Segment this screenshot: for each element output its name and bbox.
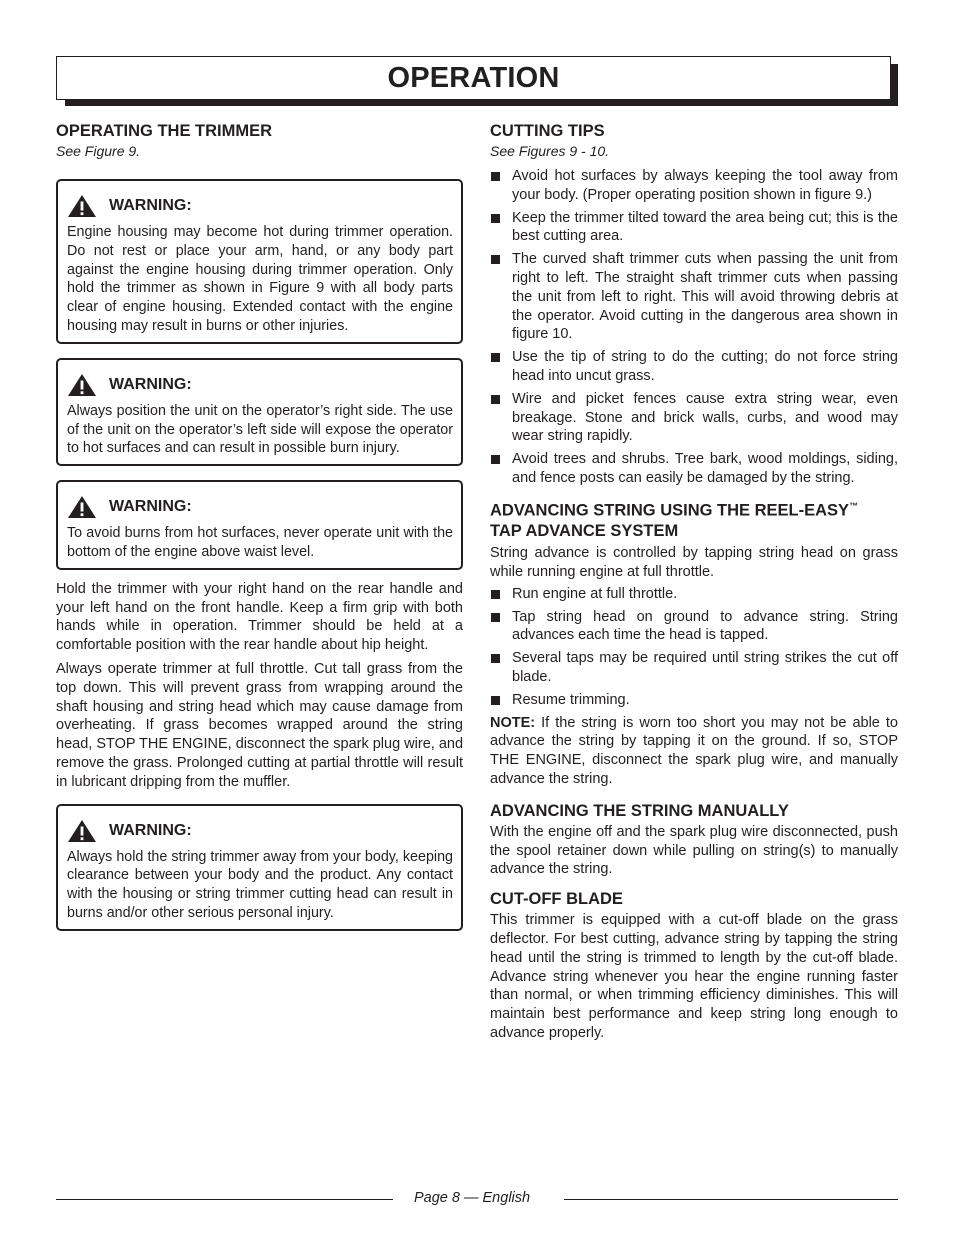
advance-steps-list bbox=[490, 585, 898, 710]
heading-line: ADVANCING STRING USING THE REEL-EASY bbox=[490, 501, 850, 520]
list-item: Resume trimming. bbox=[490, 691, 898, 710]
figure-reference: See Figures 9 - 10. bbox=[490, 143, 610, 159]
list-item: Several taps may be required until string strikes the cut off blade. bbox=[490, 649, 898, 687]
warning-header bbox=[67, 373, 453, 397]
list-item: Use the tip of string to do the cutting; do not force string head into uncut grass. bbox=[490, 348, 898, 386]
note-text: If the string is worn too short you may not be able to advance the string by tapping it on the ground. If so, STOP THE ENGINE, disconnect the spark plug wire, and manually advance the string. bbox=[490, 714, 898, 788]
body-paragraph: Always operate trimmer at full throttle. Cut tall grass from the top down. This will prevent grass from wrapping around the shaft housing and string head which may cause damage from overheating. If grass becomes wrapped around the string head, STOP THE ENGINE, disconnect the spark plug wire, and remove the grass. Prolonged cutting at partial throttle will result in lubricant dripping from the muffler. bbox=[56, 660, 464, 790]
list-item: Avoid trees and shrubs. Tree bark, wood moldings, siding, and fence posts can easily be damaged by the string. bbox=[490, 450, 898, 488]
page-title: OPERATION bbox=[387, 61, 560, 94]
cutting-tips-list bbox=[490, 167, 898, 488]
note-label: NOTE: bbox=[490, 714, 536, 731]
right-column bbox=[490, 121, 898, 1043]
warning-text: Always position the unit on the operator’s right side. The use of the unit on the operator’s left side will expose the operator to hot surfaces and can result in possible burn injury. bbox=[67, 402, 453, 457]
list-item: Avoid hot surfaces by always keeping the tool away from your body. (Proper operating position shown in figure 9.) bbox=[490, 167, 898, 205]
warning-text: Engine housing may become hot during trimmer operation. Do not rest or place your arm, hand, or any body part against the engine housing during trimmer operation. Only hold the trimmer as shown in Figure 9 with all body parts clear of engine housing. Extended contact with the engine housing may result in burns or other injuries. bbox=[67, 224, 453, 334]
body-paragraph: Hold the trimmer with your right hand on the rear handle and your left hand on the front handle. Keep a firm grip with both hands while in operation. Trimmer should be held at a comfortable position with the rear handle about hip height. bbox=[56, 580, 463, 654]
list-item: Tap string head on ground to advance string. String advances each time the head is tapped. bbox=[490, 608, 898, 646]
list-item: Run engine at full throttle. bbox=[490, 585, 898, 604]
footer-rule bbox=[564, 1199, 898, 1200]
warning-label: WARNING: bbox=[109, 821, 192, 839]
warning-label: WARNING: bbox=[109, 197, 192, 214]
page-number: Page 8 — English bbox=[414, 1190, 531, 1206]
page-header bbox=[56, 56, 898, 106]
section-heading-advancing-string bbox=[490, 496, 898, 543]
note-paragraph bbox=[490, 714, 898, 789]
left-column bbox=[56, 121, 463, 931]
trademark-symbol: ™ bbox=[849, 500, 859, 511]
section-heading-cutoff-blade: CUT-OFF BLADE bbox=[490, 890, 623, 909]
warning-header bbox=[67, 495, 453, 519]
warning-triangle-icon bbox=[67, 495, 97, 519]
warning-text: Always hold the string trimmer away from your body, keeping clearance between your body and the product. Any contact with the housing or string trimmer cutting head can result in burns and/or other serious personal injury. bbox=[67, 848, 453, 921]
warning-box bbox=[56, 358, 463, 466]
figure-reference: See Figure 9. bbox=[56, 143, 141, 159]
list-item: The curved shaft trimmer cuts when passing the unit from right to left. The straight shaft trimmer cuts when passing the unit from left to right. This will avoid throwing debris at the operator. Avoid cutting in the dangerous area shown in figure 10. bbox=[490, 250, 898, 344]
section-heading-manual: ADVANCING THE STRING MANUALLY bbox=[490, 801, 789, 820]
warning-triangle-icon bbox=[67, 194, 97, 218]
warning-header bbox=[67, 819, 453, 843]
warning-box bbox=[56, 179, 463, 344]
warning-label: WARNING: bbox=[109, 375, 192, 393]
warning-box bbox=[56, 804, 463, 931]
list-item: Keep the trimmer tilted toward the area being cut; this is the best cutting area. bbox=[490, 209, 898, 247]
body-paragraph: This trimmer is equipped with a cut-off blade on the grass deflector. For best cutting, advance string by tapping the string head until the string is trimmed to length by the cut-off blade. Advance string whenever you hear the engine running faster than normal, or when trimming efficiency diminishes. This will maintain best performance and keep string long enough to advance properly. bbox=[490, 912, 898, 1041]
footer-rule bbox=[56, 1199, 393, 1200]
body-paragraph: String advance is controlled by tapping string head on grass while running engine at full throttle. bbox=[490, 545, 898, 581]
warning-text: To avoid burns from hot surfaces, never operate unit with the bottom of the engine above waist level. bbox=[67, 525, 453, 560]
warning-label: WARNING: bbox=[109, 498, 192, 516]
warning-box bbox=[56, 480, 463, 570]
section-heading-cutting-tips: CUTTING TIPS bbox=[490, 122, 605, 140]
list-item: Wire and picket fences cause extra string wear, even breakage. Stone and brick walls, curbs, and wood may wear string rapidly. bbox=[490, 390, 898, 446]
warning-triangle-icon bbox=[67, 819, 97, 843]
header-box bbox=[56, 56, 891, 100]
warning-header bbox=[67, 194, 453, 218]
body-paragraph: With the engine off and the spark plug wire disconnected, push the spool retainer down while pulling on string(s) to manually advance the string. bbox=[490, 823, 898, 878]
section-heading-operating: OPERATING THE TRIMMER bbox=[56, 122, 273, 140]
warning-triangle-icon bbox=[67, 373, 97, 397]
heading-line: TAP ADVANCE SYSTEM bbox=[490, 522, 679, 541]
page-footer bbox=[56, 1188, 898, 1208]
